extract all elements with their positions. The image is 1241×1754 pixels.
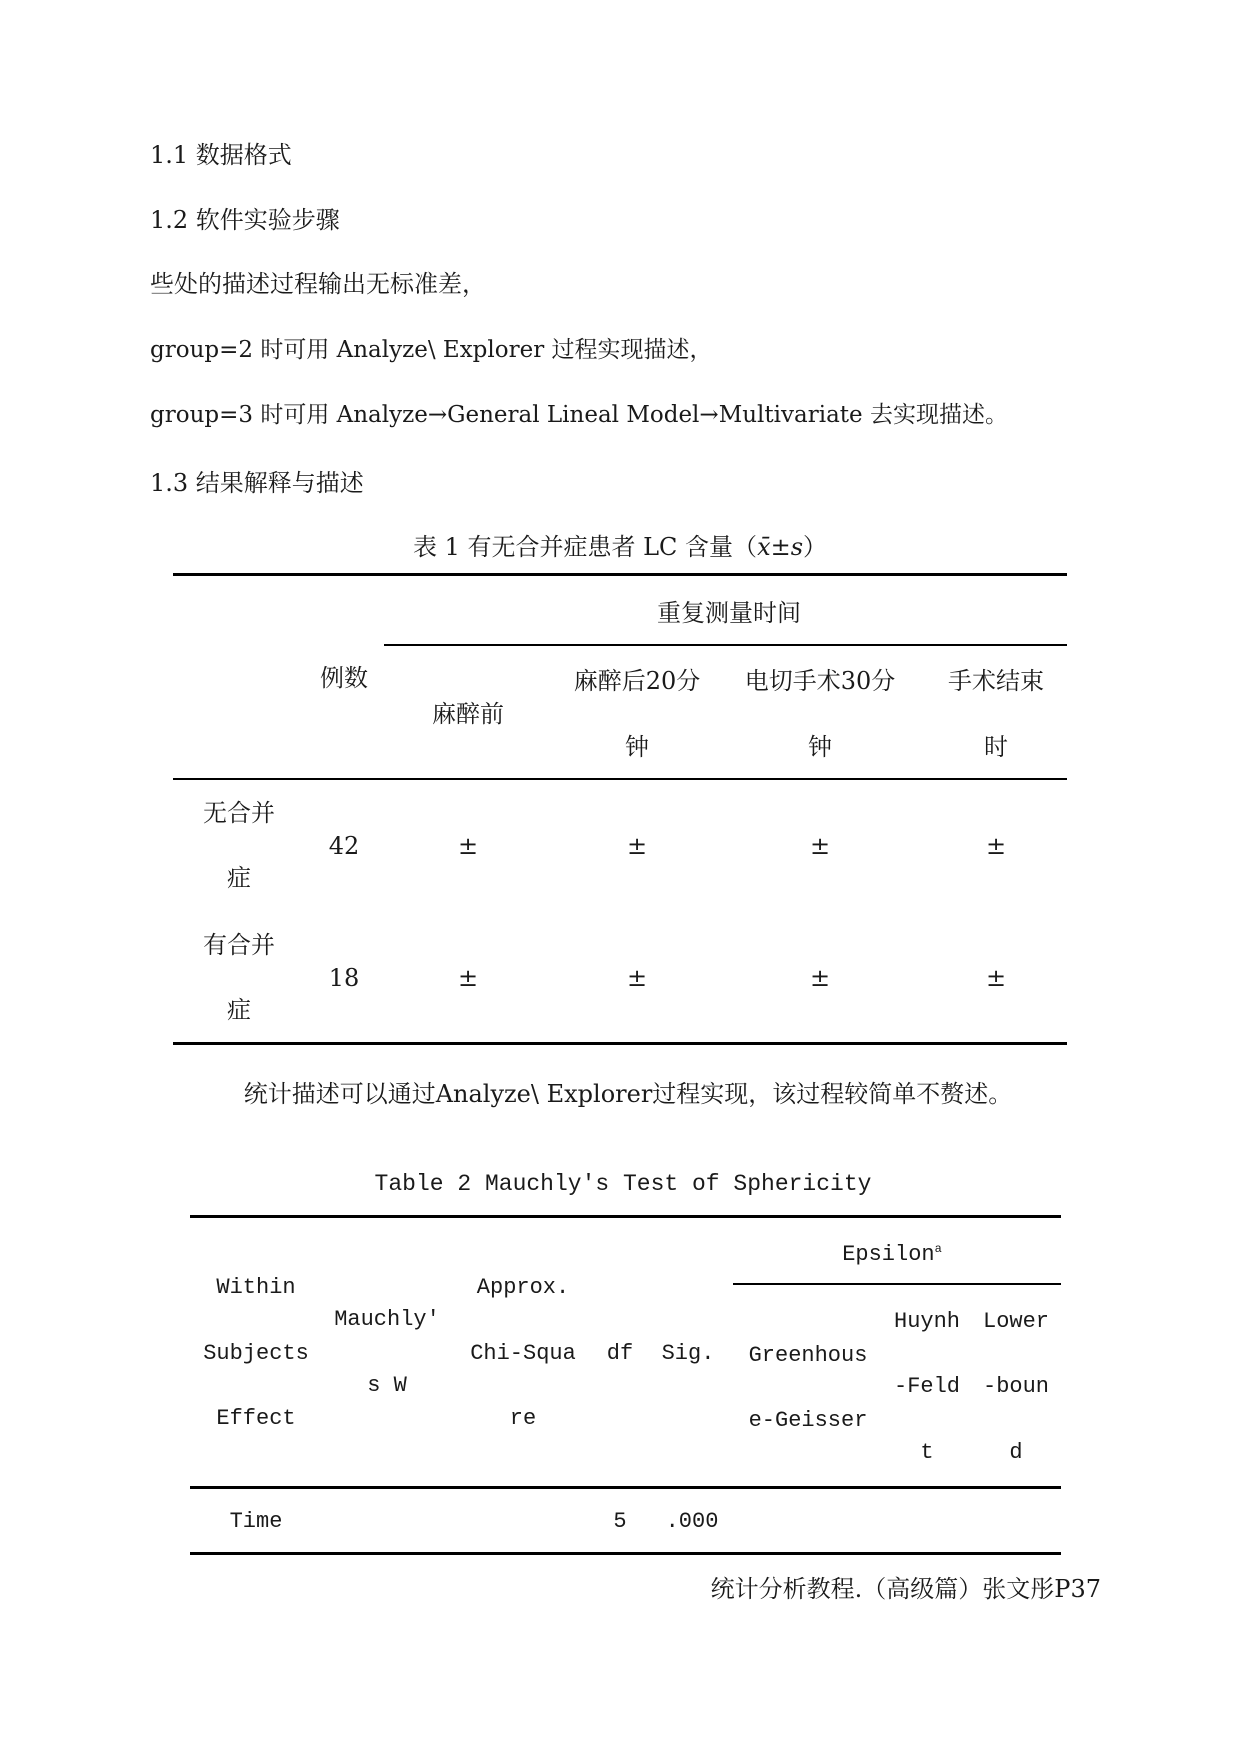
table2-header-lower: Lower bbox=[982, 1309, 1050, 1334]
table1-col-n: 例数 bbox=[320, 664, 368, 692]
table1-group-rule bbox=[384, 644, 1067, 646]
section-heading-1-2: 1.2 软件实验步骤 bbox=[150, 206, 340, 234]
table2-header-greenhouse: Greenhous bbox=[748, 1343, 868, 1368]
table1-row-label-line2: 症 bbox=[227, 996, 251, 1024]
table2-header-within: Subjects bbox=[203, 1341, 309, 1366]
table2-epsilon-header bbox=[842, 1234, 942, 1270]
table1-cell: ± bbox=[985, 964, 1007, 992]
table1-cell-n: 18 bbox=[328, 964, 360, 992]
table2-header-rule bbox=[190, 1486, 1061, 1489]
table1-cell: ± bbox=[809, 832, 831, 860]
section-heading-1-1: 1.1 数据格式 bbox=[150, 141, 292, 169]
table2-header-lower: d bbox=[1009, 1440, 1023, 1465]
table1-caption-math: x̄±s bbox=[757, 533, 804, 561]
table1-col-header-line2: 时 bbox=[984, 733, 1008, 761]
table1-cell: ± bbox=[985, 832, 1007, 860]
table1-cell: ± bbox=[457, 964, 479, 992]
table1-cell: ± bbox=[626, 832, 648, 860]
table2-header-approx: re bbox=[509, 1406, 537, 1431]
table1-col-header-line2: 钟 bbox=[808, 733, 832, 761]
table2-cell-effect: Time bbox=[229, 1509, 283, 1534]
table1-col-header: 麻醉前 bbox=[432, 700, 504, 728]
table1-col-header-line2: 钟 bbox=[625, 733, 649, 761]
citation: 统计分析教程.（高级篇）张文彤P37 bbox=[710, 1575, 1101, 1603]
paragraph-group2: group=2 时可用 Analyze\ Explorer 过程实现描述， bbox=[150, 337, 713, 363]
table2-epsilon-label: Epsilon bbox=[842, 1242, 935, 1267]
table2-header-within: Effect bbox=[216, 1406, 296, 1431]
table1-top-rule bbox=[173, 573, 1067, 576]
table2-cell-sig: .000 bbox=[665, 1509, 719, 1534]
table1-bottom-rule bbox=[173, 1042, 1067, 1045]
paragraph-no-sd: 些处的描述过程输出无标准差， bbox=[150, 270, 486, 298]
table1-caption-suffix: ） bbox=[803, 533, 828, 561]
table2-bottom-rule bbox=[190, 1552, 1061, 1555]
table1-cell: ± bbox=[809, 964, 831, 992]
table2-top-rule bbox=[190, 1215, 1061, 1218]
table1-cell: ± bbox=[626, 964, 648, 992]
table1-caption bbox=[413, 532, 827, 562]
table2-header-mauchly: Mauchly' bbox=[334, 1307, 440, 1332]
table2-header-within: Within bbox=[216, 1275, 296, 1300]
table1-header-rule bbox=[173, 778, 1067, 780]
table2-epsilon-rule bbox=[733, 1283, 1061, 1285]
table1-row-label-line2: 症 bbox=[227, 864, 251, 892]
table1-row-label: 有合并 bbox=[203, 931, 275, 959]
table2-header-mauchly: s W bbox=[367, 1373, 407, 1398]
table2-epsilon-footnote-mark: a bbox=[934, 1242, 942, 1256]
table1-col-header: 手术结束 bbox=[948, 667, 1044, 695]
table2-header-greenhouse: e-Geisser bbox=[748, 1408, 868, 1433]
table2-header-lower: -boun bbox=[982, 1374, 1050, 1399]
table1-col-header: 电切手术30分 bbox=[744, 667, 896, 695]
table1-cell-n: 42 bbox=[328, 832, 360, 860]
table1-col-header: 麻醉后20分 bbox=[573, 667, 701, 695]
table2-header-huynh: -Feld bbox=[893, 1374, 961, 1399]
table1-caption-prefix: 表 1 有无合并症患者 LC 含量（ bbox=[412, 533, 758, 561]
table2-header-approx: Approx. bbox=[476, 1275, 570, 1300]
table2-header-sig: Sig. bbox=[661, 1341, 715, 1366]
table1-note: 统计描述可以通过Analyze\ Explorer过程实现，该过程较简单不赘述。 bbox=[243, 1080, 1013, 1108]
table2-header-df: df bbox=[606, 1341, 634, 1366]
table2-header-huynh: t bbox=[920, 1440, 934, 1465]
paragraph-group3: group=3 时可用 Analyze→General Lineal Model→Multivariate 去实现描述。 bbox=[150, 402, 1008, 428]
table2-header-huynh: Huynh bbox=[893, 1309, 961, 1334]
table1-group-header: 重复测量时间 bbox=[657, 599, 801, 627]
table1-cell: ± bbox=[457, 832, 479, 860]
table1-row-label: 无合并 bbox=[203, 799, 275, 827]
table2-cell-df: 5 bbox=[613, 1509, 627, 1534]
section-heading-1-3: 1.3 结果解释与描述 bbox=[150, 469, 364, 497]
table2-header-approx: Chi-Squa bbox=[470, 1341, 576, 1366]
table2-caption: Table 2 Mauchly's Test of Sphericity bbox=[374, 1171, 872, 1197]
